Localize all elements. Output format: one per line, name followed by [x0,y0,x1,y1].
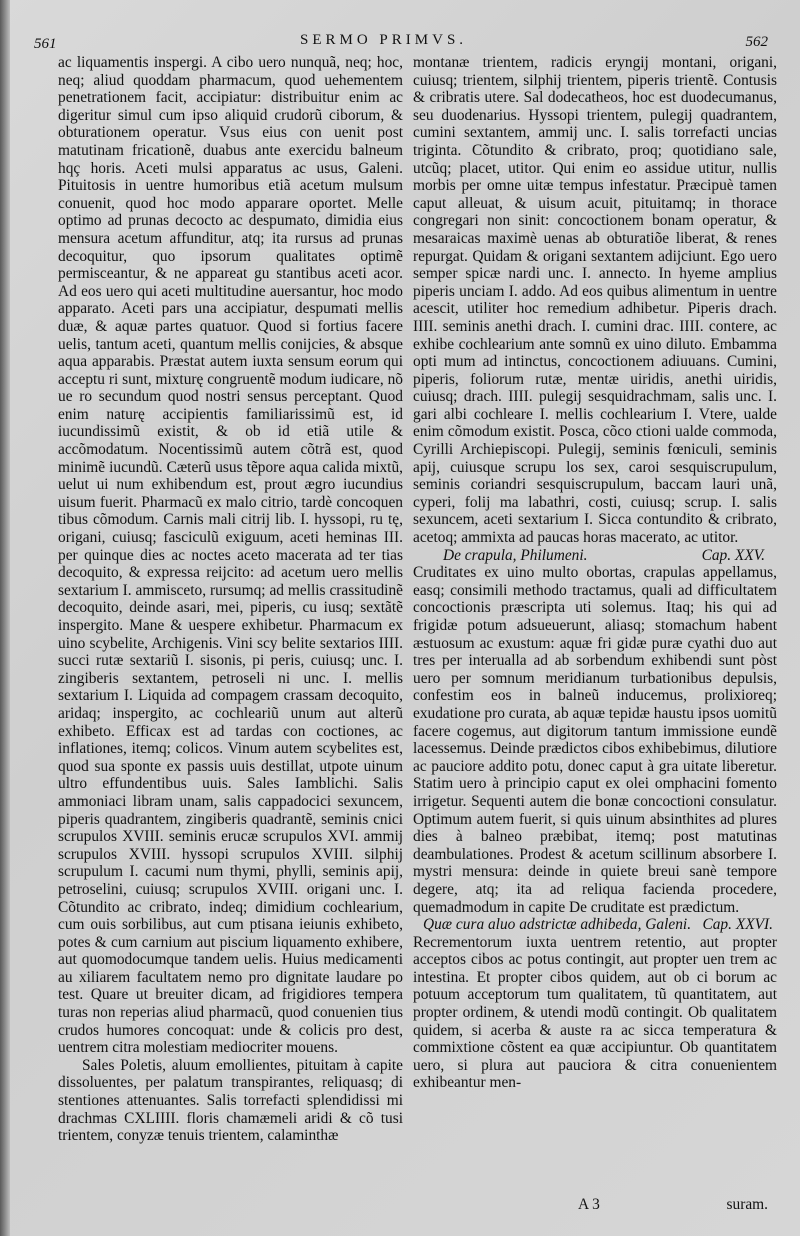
chapter-xxvi-text: Recrementorum iuxta uentrem retentio, aut propter acceptos cibos ac potus contingit, aut propter uen trem ac intestina. Et propter cibos quidem, aut ob ci borum ac potuum acceptorum tum qualitatem, tũ quantitatem, aut propter ordinem, & utendi modũ contingit. Ob qualitatem quidem, si acerba & auste ra ac sicca temperatura & commixtione cõstent ea quæ accipiuntur. Ob quantitatem uero, si plura aut pauciora & citra conuenientem exhibeantur men- [413,933,777,1092]
running-head: SERMO PRIMVS. [300,32,468,48]
left-column [58,54,403,1145]
right-column-text: montanæ trientem, radicis eryngij montani, origani, cuiusq; trientem, silphij trientem, piperis trientẽ. Contusis & cribratis utere. Sal dodecatheos, hoc est duodecumanus, seu duodenarius. Hyssopi trientem, pulegij quadrantem, cumini sextantem, ammij unc. I. salis torrefacti uncias triginta. Cõtundito & cribrato, proq; quotidiano sale, utcũq; placet, utitor. Qui enim eo assidue utitur, nullis morbis per omne uitæ tempus infestatur. Præcipuè tamen caput alleuat, & uisum acuit, pituitamq; in thorace congregari non sinit: concoctionem bonam operatur, & mesaraicas maximè uenas ab obturatiõe liberat, & renes repurgat. Quidam & origani sextantem adijciunt. Ego uero semper spicæ nardi unc. I. annecto. In hyeme amplius piperis unciam I. addo. Ad eos quibus alimentum in uentre acescit, utiliter hoc remedium adhibetur. Piperis drach. IIII. seminis anethi drach. I. cumini drac. IIII. contere, ac exhibe cochlearium ante somnũ ex uino diluto. Embamma opti mum ad intinctus, concoctionem adiuuans. Cumini, piperis, foliorum rutæ, mentæ uiridis, anethi uiridis, cuiusq; drach. IIII. pulegij sesquidrachmam, salis unc. I. gari albi cochleare I. mellis cochlearium I. Vtere, ualde enim cõmodum existit. Posca, cõco ctioni ualde commoda, Cyrilli Archiepiscopi. Pulegij, seminis fœniculi, seminis apij, cuiusque scrupu los sex, caroi sesquiscrupulum, seminis coriandri sesquiscrupulum, baccam lauri unã, cyperi, folij ma labathri, costi, cuiusq; scrup. I. salis sexuncem, aceti sextarium I. Sicca contundito & cribrato, acetoq; ammixta ad paucas horas macerato, ac utitor. [413,54,777,547]
left-column-text: ac liquamentis inspergi. A cibo uero nunquã, neq; hoc, neq; aliud quoddam pharmacum, quod uehementem penetrationem facit, accipiatur: distribuitur enim ac digeritur simul cum ipso aliquid crudorũ ciborum, & obturationem operatur. Vsus eius con uenit post matutinam fricationẽ, duabus ante exercidu balneum hqç horis. Aceti mulsi apparatus ac usus, Galeni. Pituitosis in uentre humoribus etiã acetum mulsum conuenit, quod hoc modo apparare oportet. Melle optimo ad prunas decocto ac despumato, dimidia eius mensura acetum affunditur, atq; ita rursus ad prunas decoquitur, quo ipsorum qualitates optimẽ permisceantur, & ne appareat gu stantibus aceti acor. Ad eos uero qui aceti multitudine auersantur, hoc modo apparato. Aceti pars una accipiatur, despumati mellis duæ, & aquæ partes quatuor. Quod si fortius facere uelis, tantum aceti, quantum mellis conijcies, & absque aqua apparabis. Præstat autem iuxta sensum eorum qui acceptu ri sunt, mixturę congruentẽ modum iudicare, nõ ue ro secundum quod nostri sensus perceptant. Quod enim naturę accipientis familiarissimũ est, id iucundissimũ existit, & ob id etiã utile & accõmodatum. Nocentissimũ autem cõtrã est, quod minimẽ iucundũ. Cæterũ usus tẽpore aqua calida mixtũ, uelut ui num exhibendum est, prout ægro iucundius uisum fuerit. Pharmacũ ex malo citrio, tardè concoquen tibus cõmodum. Carnis mali citrij lib. I. hyssopi, ru tę, origani, cuiusq; fasciculũ exiguum, aceti heminas III. per quinque dies ac noctes aceto macerata ad ter tias decoquito, & expressa reijcito: ad acetum uero mellis sextarium I. ammisceto, rursumq; ad mellis crassitudinẽ decoquito, deinde asari, mei, piperis, cu iusq; sextãtẽ inspergito. Mane & uespere exhibetur. Pharmacum ex uino scybelite, Archigenis. Vini scy belite sextarios IIII. succi rutæ sextariũ I. sisonis, pi peris, cuiusq; unc. I. zingiberis sextantem, petroseli ni unc. I. mellis sextarium I. Liquida ad compagem crassam decoquito, aridaq; inspergito, ac cochleariũ unum aut alterũ exhibeto. Efficax est ad tardas con coctiones, ac inflationes, itemq; colicos. Vinum autem scybelites est, quod sua sponte ex passis uuis destillat, utpote uinum ultro effundentibus uuis. Sales Iamblichi. Salis ammoniaci libram unam, salis cappadocici sexuncem, piperis quadrantem, zingiberis quadrantẽ, seminis cnici scrupulos XVIII. seminis erucæ scrupulos XVI. ammij scrupulos XVIII. hyssopi scrupulos XVIII. silphij scrupulum I. cacumi num thymi, phylli, seminis apij, petroselini, cuiusq; scrupulos XVIII. origani unc. I. Cõtundito ac cribrato, indeq; dimidium cochlearium, cum ouis sorbilibus, aut cum ptisana ieiunis exhibeto, potes & cum carnium aut piscium liquamento exhibere, aut quomodocumque tandem uelis. Huius medicamenti au xiliarem facultatem nemo pro dignitate laudare po test. Quare ut breuiter dicam, ad frigidiores tempera turas non reperias aliud pharmacũ, quod conuenien tius crudos humores concoquat: unde & colicis pro dest, uentrem citra molestiam mediocriter mouens. [58,54,403,1057]
chapter-number: Cap. XXVI. [702,916,773,934]
chapter-xxv-text: Cruditates ex uino multo obortas, crapulas appellamus, easq; consimili methodo tractamus, quali ad difficultatem concoctionis præscripta uti solemus. Itaq; his qui ad frigidæ potum adsueuerunt, aliasq; stomachum habent æstuosum ac exustum: aquæ fri gidæ puræ cyathi duo aut tres per interualla ad ab sorbendum exhibendi sunt pòst uero per somnum meridianum turbationibus depulsis, confestim eos in balneũ inducemus, prolixioreq; exudatione pro curata, ab aquæ tepidæ haustu ipsos uomitũ facere cogemus, aut digitorum tantum immissione eundẽ lacessemus. Deinde prædictos cibos exhibebimus, dilutiore ac pauciore addito potu, donec caput à gra uitate liberetur. Statim uero à principio caput ex olei omphacini fomento irrigetur. Sequenti autem die bonæ concoctioni consulatur. Optimum autem fuerit, si quis uinum absinthites ad plures dies à balneo præbibat, itemq; post matutinas deambulationes. Prodest & acetum scillinum absorbere I. mystri mensura: deinde in quiete breui sanè tempore degere, atq; ita ad reliqua facienda procedere, quemadmodum in capite De cruditate est prædictum. [413,564,777,916]
chapter-heading-xxvi [413,916,777,934]
catchword: suram. [726,1196,768,1213]
page-number-right: 562 [745,34,768,50]
page-number-left: 561 [34,36,57,52]
left-column-paragraph: Sales Poletis, aluum emollientes, pituitam à capite dissoluentes, per palatum transpirantes, reliquasq; di stentiones attenuantes. Salis torrefacti splendidissi mi drachmas CXLIIII. floris chamæmeli aridi & cõ tusi trientem, conyzæ tenuis trientem, calaminthæ [58,1056,403,1145]
chapter-title: De crapula, Philumeni. [443,546,588,564]
page-edge-shadow [0,0,10,1236]
right-column [413,54,777,1092]
chapter-number: Cap. XXV. [701,546,765,564]
page-footer [568,1196,768,1214]
page-header [0,30,800,52]
signature-mark: A 3 [578,1196,600,1213]
chapter-heading-xxv [413,547,777,565]
chapter-title: Quæ cura aluo adstrictæ adhibeda, Galeni. [423,916,692,934]
